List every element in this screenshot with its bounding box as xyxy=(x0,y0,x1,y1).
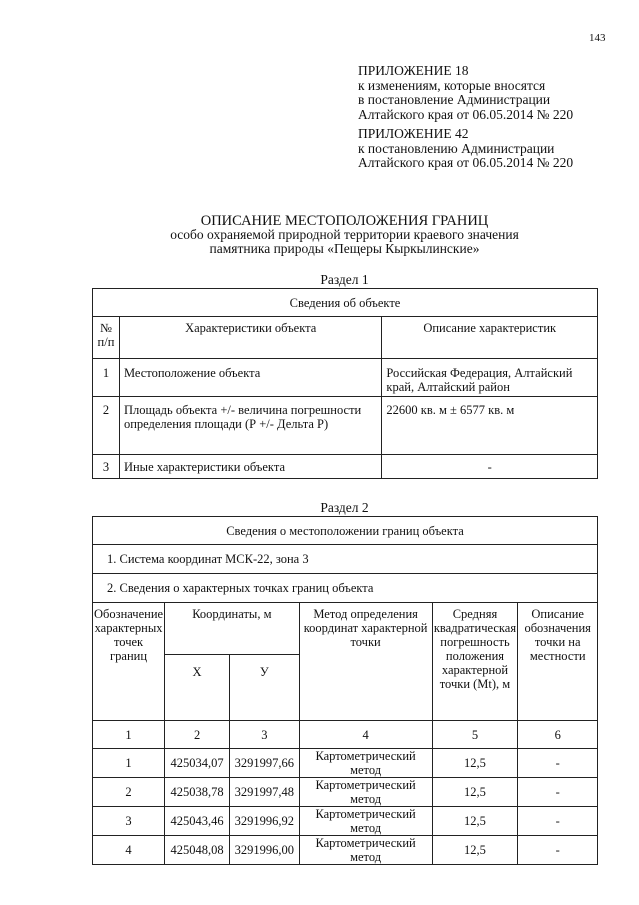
column-header-characteristic: Характеристики объекта xyxy=(119,317,381,359)
point-error: 12,5 xyxy=(432,778,518,807)
point-y: 3291997,48 xyxy=(230,778,300,807)
column-header-y: У xyxy=(230,655,300,721)
point-method: Картометрический метод xyxy=(299,749,432,778)
point-description: - xyxy=(518,778,598,807)
appendix-42-line: к постановлению Администрации xyxy=(358,140,555,156)
point-number: 4 xyxy=(93,836,165,865)
row-characteristic: Площадь объекта +/- величина погрешности определения площади (Р +/- Дельта Р) xyxy=(119,397,381,455)
column-header-coordinates: Координаты, м xyxy=(165,603,300,655)
title-main: ОПИСАНИЕ МЕСТОПОЛОЖЕНИЯ ГРАНИЦ xyxy=(200,213,489,229)
point-y: 3291996,92 xyxy=(230,807,300,836)
section-1-label: Раздел 1 xyxy=(320,272,369,287)
appendix-42-title: ПРИЛОЖЕНИЕ 42 xyxy=(358,126,469,141)
point-y: 3291996,00 xyxy=(230,836,300,865)
table-header: Сведения о местоположении границ объекта xyxy=(93,517,598,545)
appendix-18-block xyxy=(358,64,573,122)
point-number: 3 xyxy=(93,807,165,836)
point-x: 425034,07 xyxy=(165,749,230,778)
row-number: 3 xyxy=(93,455,120,479)
column-number: 1 xyxy=(93,721,165,749)
point-error: 12,5 xyxy=(432,749,518,778)
appendix-18-line: Алтайского края от 06.05.2014 № 220 xyxy=(358,106,574,122)
table-row xyxy=(93,807,598,836)
table-header: Сведения об объекте xyxy=(93,289,598,317)
document-title xyxy=(92,214,597,256)
coordinate-system: 1. Система координат МСК-22, зона 3 xyxy=(93,545,598,574)
column-number: 2 xyxy=(165,721,230,749)
column-number: 3 xyxy=(230,721,300,749)
row-number: 1 xyxy=(93,359,120,397)
row-number: 2 xyxy=(93,397,120,455)
column-header-designation: Обозначение характерных точек границ xyxy=(93,603,165,721)
row-description: 22600 кв. м ± 6577 кв. м xyxy=(382,397,598,455)
point-description: - xyxy=(518,836,598,865)
column-header-method: Метод определения координат характерной точки xyxy=(299,603,432,721)
point-x: 425048,08 xyxy=(165,836,230,865)
row-description: Российская Федерация, Алтайский край, Алтайский район xyxy=(382,359,598,397)
point-x: 425043,46 xyxy=(165,807,230,836)
point-description: - xyxy=(518,807,598,836)
row-description: - xyxy=(382,455,598,479)
appendix-42-block xyxy=(358,127,573,171)
point-method: Картометрический метод xyxy=(299,778,432,807)
table-row xyxy=(93,749,598,778)
title-line: памятника природы «Пещеры Кыркылинские» xyxy=(209,241,480,256)
appendix-18-line: к изменениям, которые вносятся xyxy=(358,77,546,93)
object-info-table xyxy=(92,288,598,479)
title-line: особо охраняемой природной территории краевого значения xyxy=(170,227,519,242)
point-description: - xyxy=(518,749,598,778)
column-header-point-description: Описание обозначения точки на местности xyxy=(518,603,598,721)
row-characteristic: Местоположение объекта xyxy=(119,359,381,397)
point-x: 425038,78 xyxy=(165,778,230,807)
row-characteristic: Иные характеристики объекта xyxy=(119,455,381,479)
column-number: 4 xyxy=(299,721,432,749)
points-header: 2. Сведения о характерных точках границ объекта xyxy=(93,574,598,603)
point-number: 2 xyxy=(93,778,165,807)
table-row xyxy=(93,836,598,865)
column-header-error: Средняя квадратическая погрешность положения характерной точки (Mt), м xyxy=(432,603,518,721)
point-y: 3291997,66 xyxy=(230,749,300,778)
table-row xyxy=(93,778,598,807)
appendix-42-line: Алтайского края от 06.05.2014 № 220 xyxy=(358,155,574,170)
column-header-x: X xyxy=(165,655,230,721)
section-2-label: Раздел 2 xyxy=(320,500,369,515)
point-method: Картометрический метод xyxy=(299,807,432,836)
point-error: 12,5 xyxy=(432,836,518,865)
page-number: 143 xyxy=(589,32,606,44)
appendix-18-title: ПРИЛОЖЕНИЕ 18 xyxy=(358,63,469,78)
point-method: Картометрический метод xyxy=(299,836,432,865)
column-number: 6 xyxy=(518,721,598,749)
boundary-points-table xyxy=(92,516,598,865)
appendix-18-line: в постановление Администрации xyxy=(358,92,551,107)
point-number: 1 xyxy=(93,749,165,778)
column-header-description: Описание характеристик xyxy=(382,317,598,359)
column-number: 5 xyxy=(432,721,518,749)
column-header-number: № п/п xyxy=(93,317,120,359)
point-error: 12,5 xyxy=(432,807,518,836)
